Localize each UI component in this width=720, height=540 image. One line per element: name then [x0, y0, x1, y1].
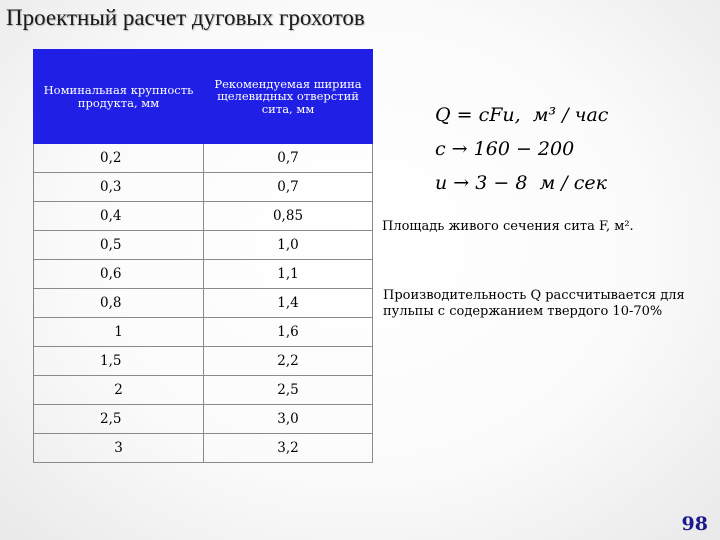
formula-q-unit: м³ / час [532, 104, 609, 126]
cell-slot-width: 0,7 [204, 144, 373, 173]
formula-c-expr: c → 160 − 200 [435, 138, 575, 160]
cell-slot-width: 1,4 [204, 289, 373, 318]
area-note: Площадь живого сечения сита F, м². [382, 219, 634, 234]
table-row [34, 405, 373, 434]
table-row [34, 202, 373, 231]
formula-u [435, 166, 608, 200]
cell-nominal-size: 0,8 [34, 289, 204, 318]
cell-nominal-size: 0,6 [34, 260, 204, 289]
cell-slot-width: 1,0 [204, 231, 373, 260]
table-row [34, 231, 373, 260]
cell-nominal-size: 0,4 [34, 202, 204, 231]
table-row [34, 173, 373, 202]
formula-c [435, 132, 608, 166]
table-row [34, 318, 373, 347]
table-row [34, 289, 373, 318]
table-row [34, 376, 373, 405]
screen-width-table [33, 49, 373, 463]
cell-slot-width: 0,7 [204, 173, 373, 202]
header-slot-width: Рекомендуемая ширина щелевидных отверстий сита, мм [204, 50, 373, 144]
cell-slot-width: 3,2 [204, 434, 373, 463]
cell-nominal-size: 0,3 [34, 173, 204, 202]
header-nominal-size: Номинальная крупность продукта, мм [34, 50, 204, 144]
cell-nominal-size: 0,5 [34, 231, 204, 260]
table-row [34, 347, 373, 376]
formula-u-expr: u → 3 − 8 [435, 172, 528, 194]
table-row [34, 144, 373, 173]
cell-nominal-size: 1,5 [34, 347, 204, 376]
cell-nominal-size: 2,5 [34, 405, 204, 434]
formula-u-unit: м / сек [539, 172, 607, 194]
productivity-note: Производительность Q рассчитывается для пульпы с содержанием твердого 10-70% [383, 288, 685, 319]
cell-slot-width: 0,85 [204, 202, 373, 231]
cell-slot-width: 1,1 [204, 260, 373, 289]
table-row [34, 434, 373, 463]
cell-slot-width: 2,5 [204, 376, 373, 405]
formula-block [435, 98, 608, 200]
cell-nominal-size: 1 [34, 318, 204, 347]
table-row [34, 260, 373, 289]
formula-q [435, 98, 608, 132]
slide-title: Проектный расчет дуговых грохотов [6, 5, 365, 30]
table-body [34, 144, 373, 463]
cell-slot-width: 1,6 [204, 318, 373, 347]
cell-nominal-size: 0,2 [34, 144, 204, 173]
formula-q-expr: Q = cFu, [435, 104, 521, 126]
page-number: 98 [681, 513, 708, 535]
cell-nominal-size: 2 [34, 376, 204, 405]
cell-slot-width: 2,2 [204, 347, 373, 376]
cell-slot-width: 3,0 [204, 405, 373, 434]
cell-nominal-size: 3 [34, 434, 204, 463]
